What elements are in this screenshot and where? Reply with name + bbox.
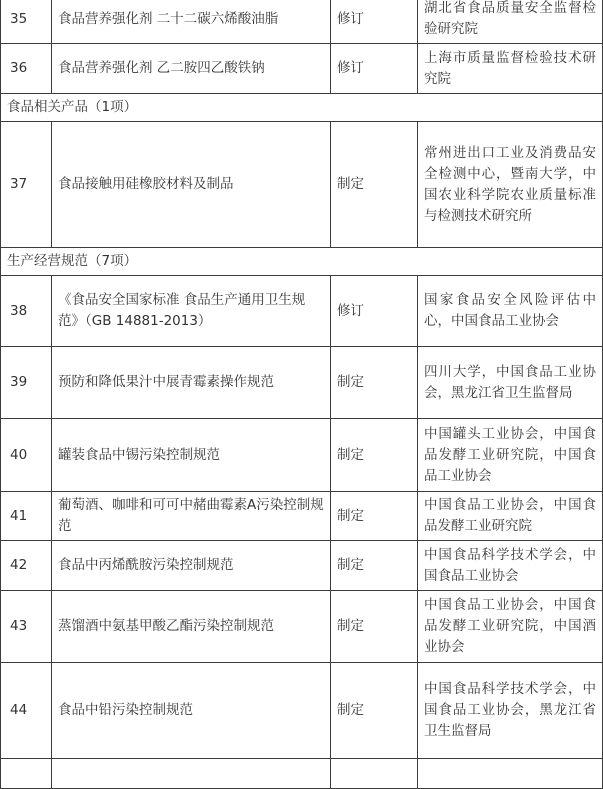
responsible-org: 中国罐头工业协会，中国食品发酵工业研究院，中国食品工业协会: [418, 419, 603, 492]
responsible-org: 中国食品科学技术学会，中国食品工业协会，黑龙江省卫生监督局: [418, 663, 603, 759]
revision-type: 修订: [331, 0, 418, 44]
table-row: [1, 347, 603, 419]
table-row: [1, 492, 603, 541]
section-heading: 食品相关产品（1项）: [1, 94, 603, 122]
standard-name: 食品中丙烯酰胺污染控制规范: [52, 541, 331, 591]
table-row: [1, 419, 603, 492]
table-row: [1, 276, 603, 347]
responsible-org: 中国食品科学技术学会，中国食品工业协会: [418, 541, 603, 591]
standard-name: 预防和降低果汁中展青霉素操作规范: [52, 347, 331, 419]
row-number: 40: [1, 419, 52, 492]
table-row: [1, 541, 603, 591]
table-row: [1, 44, 603, 94]
standard-name: 葡萄酒、咖啡和可可中赭曲霉素A污染控制规范: [52, 492, 331, 541]
table-row: [1, 759, 603, 789]
table-row: [1, 122, 603, 248]
standard-name: 《食品安全国家标准 食品生产通用卫生规范》（GB 14881-2013）: [52, 276, 331, 347]
row-number: 35: [1, 0, 52, 44]
revision-type: 制定: [331, 122, 418, 248]
responsible-org: 国家食品安全风险评估中心，中国食品工业协会: [418, 276, 603, 347]
table-row: [1, 663, 603, 759]
standard-name: 食品接触用硅橡胶材料及制品: [52, 122, 331, 248]
responsible-org: 上海市质量监督检验技术研究院: [418, 44, 603, 94]
responsible-org: 中国食品工业协会，中国食品发酵工业研究院: [418, 492, 603, 541]
section-row: [1, 94, 603, 122]
standard-name: 罐装食品中锡污染控制规范: [52, 419, 331, 492]
standard-name: 蒸馏酒中氨基甲酸乙酯污染控制规范: [52, 591, 331, 663]
revision-type: 修订: [331, 276, 418, 347]
row-number: 36: [1, 44, 52, 94]
section-heading: 生产经营规范（7项）: [1, 248, 603, 276]
revision-type: 制定: [331, 591, 418, 663]
row-number: 39: [1, 347, 52, 419]
row-number: 44: [1, 663, 52, 759]
row-number: 37: [1, 122, 52, 248]
standard-name: 食品营养强化剂 二十二碳六烯酸油脂: [52, 0, 331, 44]
revision-type: 制定: [331, 663, 418, 759]
responsible-org: 四川大学，中国食品工业协会，黑龙江省卫生监督局: [418, 347, 603, 419]
row-number: 38: [1, 276, 52, 347]
responsible-org: 湖北省食品质量安全监督检验研究院: [418, 0, 603, 44]
responsible-org: 中国食品工业协会，中国食品发酵工业研究院，中国酒业协会: [418, 591, 603, 663]
revision-type: 制定: [331, 492, 418, 541]
row-number: 43: [1, 591, 52, 663]
table-row: [1, 0, 603, 44]
responsible-org: 常州进出口工业及消费品安全检测中心，暨南大学，中国农业科学院农业质量标准与检测技术研究所: [418, 122, 603, 248]
revision-type: 制定: [331, 541, 418, 591]
table-row: [1, 591, 603, 663]
revision-type: 修订: [331, 44, 418, 94]
revision-type: 制定: [331, 419, 418, 492]
revision-type: 制定: [331, 347, 418, 419]
row-number: 41: [1, 492, 52, 541]
section-row: [1, 248, 603, 276]
standard-name: 食品营养强化剂 乙二胺四乙酸铁钠: [52, 44, 331, 94]
standard-name: 食品中铅污染控制规范: [52, 663, 331, 759]
row-number: 42: [1, 541, 52, 591]
